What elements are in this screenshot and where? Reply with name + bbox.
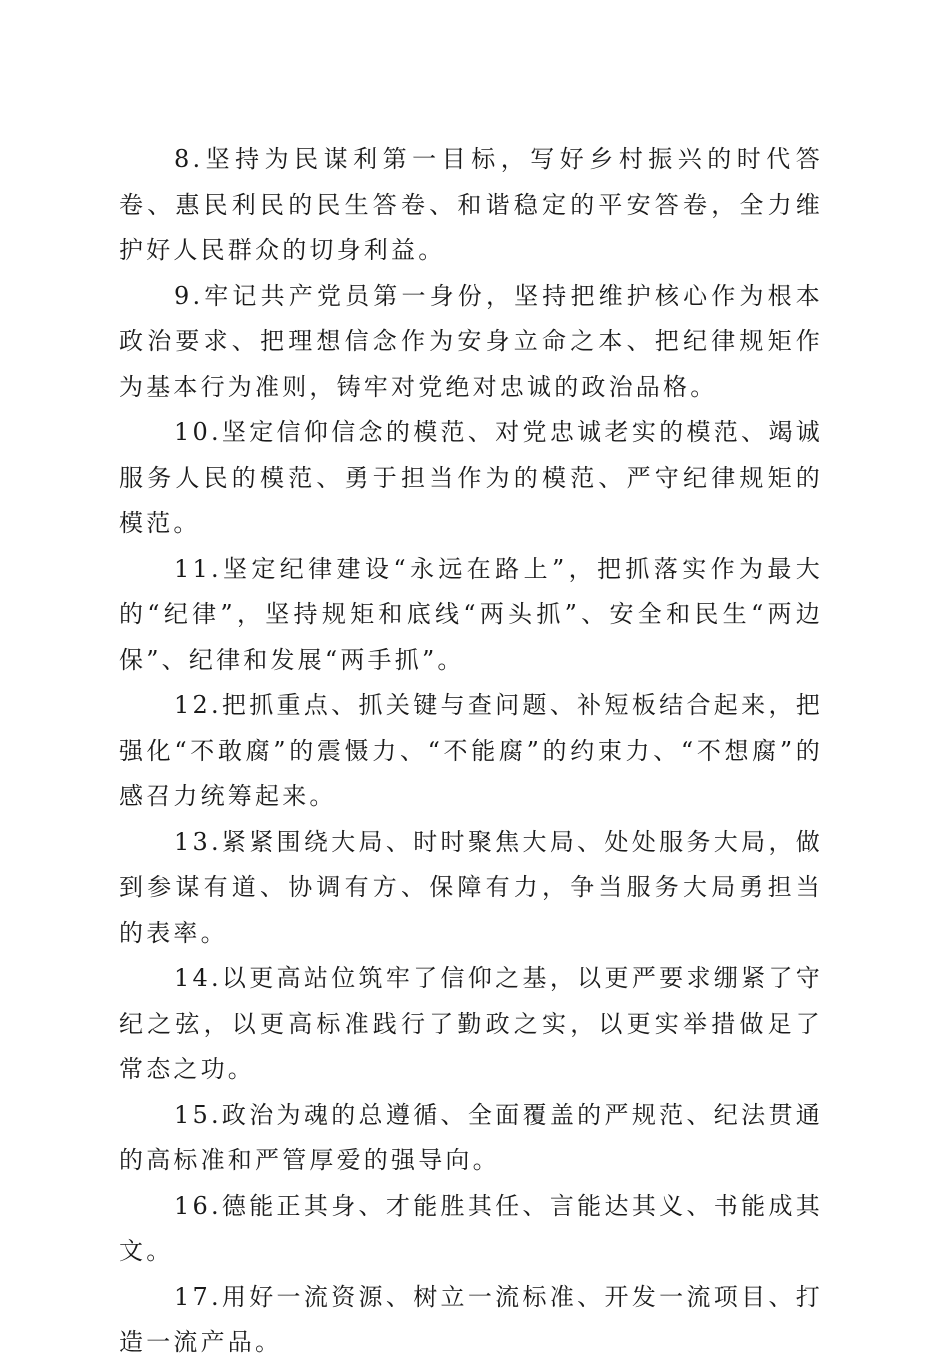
paragraph-13: 13.紧紧围绕大局、时时聚焦大局、处处服务大局，做到参谋有道、协调有方、保障有力，争当服务大局勇担当的表率。 bbox=[119, 827, 823, 947]
paragraph-17: 17.用好一流资源、树立一流标准、开发一流项目、打造一流产品。 bbox=[119, 1282, 823, 1356]
paragraph-9: 9.牢记共产党员第一身份，坚持把维护核心作为根本政治要求、把理想信念作为安身立命之本、把纪律规矩作为基本行为准则，铸牢对党绝对忠诚的政治品格。 bbox=[119, 281, 823, 401]
paragraph-16: 16.德能正其身、才能胜其任、言能达其义、书能成其文。 bbox=[119, 1191, 823, 1265]
paragraph-12: 12.把抓重点、抓关键与查问题、补短板结合起来，把强化“不敢腐”的震慑力、“不能腐”的约束力、“不想腐”的感召力统筹起来。 bbox=[119, 691, 823, 810]
paragraph-10: 10.坚定信仰信念的模范、对党忠诚老实的模范、竭诚服务人民的模范、勇于担当作为的模范、严守纪律规矩的模范。 bbox=[119, 418, 823, 537]
document-body bbox=[119, 137, 823, 1366]
paragraph-8: 8.坚持为民谋利第一目标，写好乡村振兴的时代答卷、惠民利民的民生答卷、和谐稳定的平安答卷，全力维护好人民群众的切身利益。 bbox=[119, 145, 823, 264]
paragraph-15: 15.政治为魂的总遵循、全面覆盖的严规范、纪法贯通的高标准和严管厚爱的强导向。 bbox=[119, 1100, 823, 1174]
paragraph-14: 14.以更高站位筑牢了信仰之基，以更严要求绷紧了守纪之弦，以更高标准践行了勤政之实，以更实举措做足了常态之功。 bbox=[119, 964, 823, 1083]
paragraph-11: 11.坚定纪律建设“永远在路上”，把抓落实作为最大的“纪律”，坚持规矩和底线“两头抓”、安全和民生“两边保”、纪律和发展“两手抓”。 bbox=[119, 554, 823, 674]
